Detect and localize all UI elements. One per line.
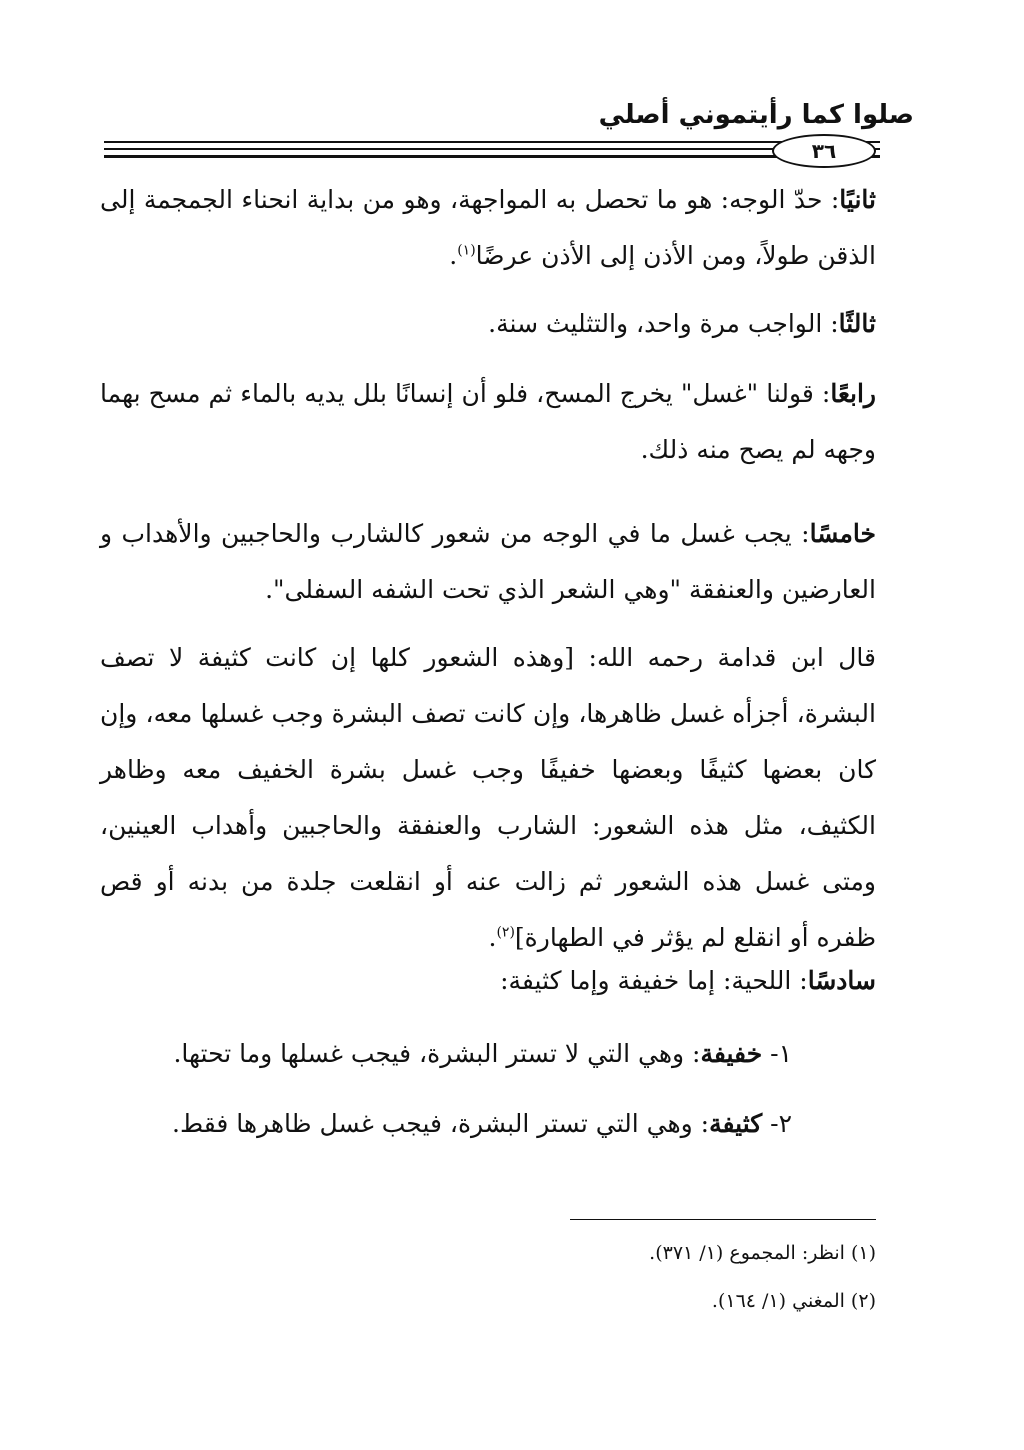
header-rule-bottom [104, 155, 880, 158]
paragraph-fifth [100, 506, 876, 618]
paragraph-text: : الواجب مرة واحد، والتثليث سنة. [488, 309, 839, 338]
list-item-number: ١- [770, 1039, 792, 1068]
paragraph-fourth [100, 366, 876, 478]
paragraph-label: سادسًا [807, 966, 876, 995]
running-header-title: صلوا كما رأيتموني أصلي [598, 100, 914, 130]
paragraph-label: خامسًا [809, 519, 876, 548]
list-item-label: كثيفة [709, 1109, 763, 1138]
header-rule-middle [104, 148, 880, 150]
footnote-divider [570, 1219, 876, 1220]
list-item-label: خفيفة [700, 1039, 763, 1068]
footnote-2: (٢) المغني (١/ ١٦٤). [711, 1290, 876, 1312]
paragraph-text: : قولنا "غسل" يخرج المسح، فلو أن إنسانًا بلل يديه بالماء ثم مسح بهما وجهه لم يصح منه ذلك. [100, 379, 876, 464]
paragraph-label: ثالثًا [838, 309, 876, 338]
list-item-text: : وهي التي تستر البشرة، فيجب غسل ظاهرها فقط. [172, 1109, 710, 1138]
paragraph-end: . [488, 923, 497, 952]
paragraph-sixth [100, 953, 876, 1009]
paragraph-third [100, 296, 876, 352]
paragraph-text: : اللحية: إما خفيفة وإما كثيفة: [500, 966, 808, 995]
list-item-text: : وهي التي لا تستر البشرة، فيجب غسلها وما تحتها. [173, 1039, 701, 1068]
paragraph-text: قال ابن قدامة رحمه الله: [وهذه الشعور كلها إن كانت كثيفة لا تصف البشرة، أجزأه غسل ظاهرها، وإن كانت تصف البشرة وجب غسلها معه، وإن كان بعضها كثيفًا وبعضها خفيفًا وجب غسل بشرة الخفيف معه وظاهر الكثيف، مثل هذه الشعور: الشارب والعنفقة والحاجبين وأهداب العينين، ومتى غسل هذه الشعور ثم زالت عنه أو انقلعت جلدة من بدنه أو قص ظفره أو انقلع لم يؤثر في الطهارة] [100, 643, 876, 952]
page-number-badge [772, 134, 876, 168]
footnote-1: (١) انظر: المجموع (١/ ٣٧١). [649, 1242, 876, 1264]
paragraph-label: رابعًا [830, 379, 876, 408]
list-item-number: ٢- [770, 1109, 792, 1138]
footnote-ref-1[interactable]: (١) [457, 242, 476, 259]
paragraph-second [100, 172, 876, 284]
footnote-ref-2[interactable]: (٢) [496, 924, 515, 941]
paragraph-end: . [449, 241, 458, 270]
list-item [172, 1096, 792, 1152]
paragraph-label: ثانيًا [839, 185, 876, 214]
paragraph-text: : حدّ الوجه: هو ما تحصل به المواجهة، وهو من بداية انحناء الجمجمة إلى الذقن طولاً، ومن الأذن إلى الأذن عرضًا [100, 185, 876, 270]
paragraph-text: : يجب غسل ما في الوجه من شعور كالشارب والحاجبين والأهداب و العارضين والعنفقة "وهي الشعر الذي تحت الشفه السفلى". [100, 519, 876, 604]
paragraph-quote [100, 630, 876, 966]
list-item [173, 1026, 792, 1082]
page-number: ٣٦ [811, 139, 837, 163]
header-rule-top [104, 141, 880, 143]
